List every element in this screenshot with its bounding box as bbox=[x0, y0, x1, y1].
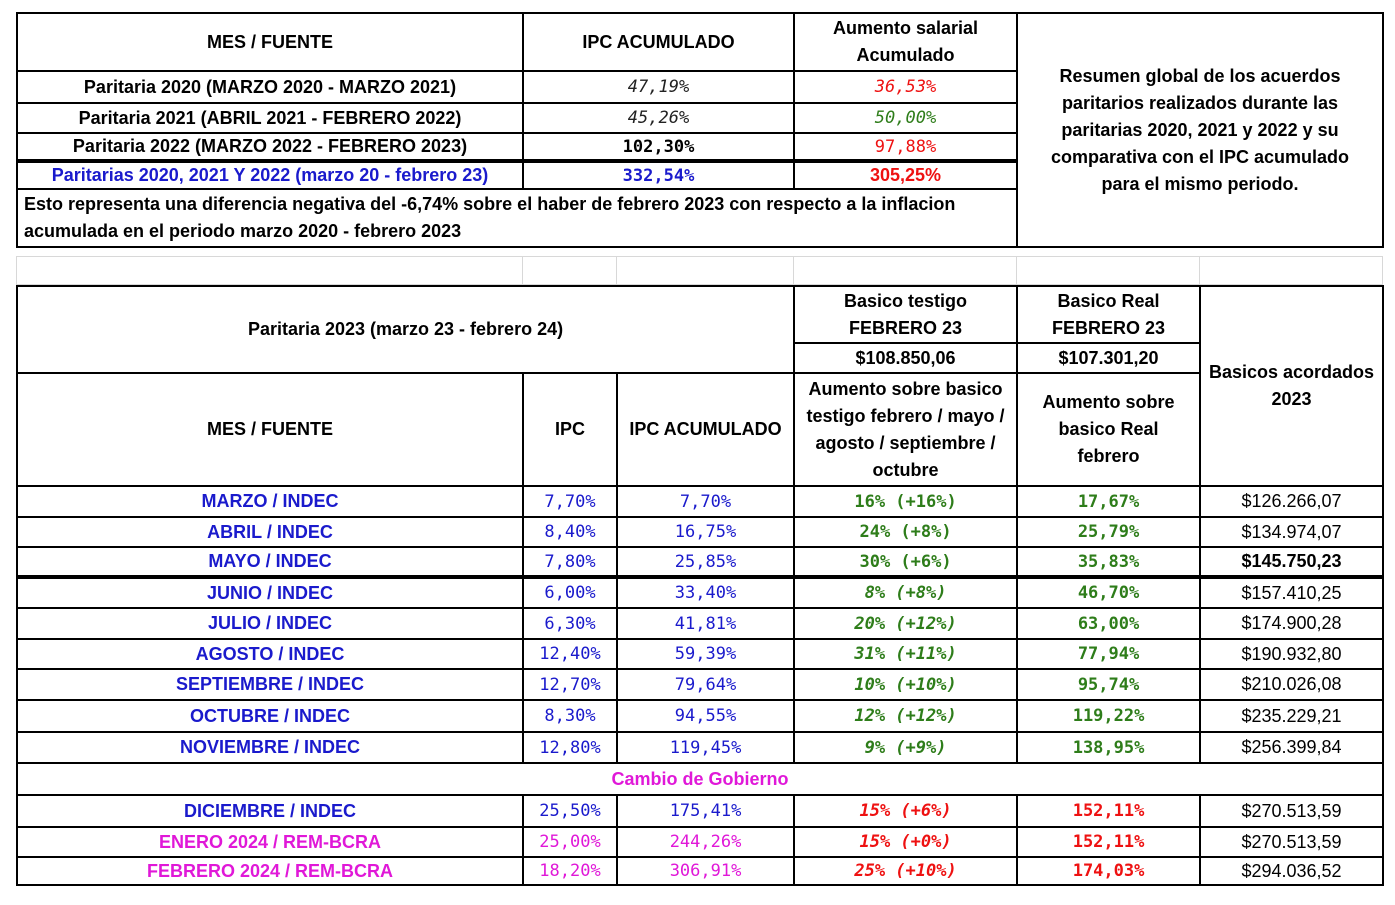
month-basico: $174.900,28 bbox=[1200, 608, 1383, 639]
month-aumento-testigo: 10% (+10%) bbox=[794, 669, 1017, 700]
month-label: JUNIO / INDEC bbox=[17, 577, 523, 608]
month-aumento-testigo: 15% (+0%) bbox=[794, 827, 1017, 857]
month-aumento-testigo: 9% (+9%) bbox=[794, 732, 1017, 763]
month-basico: $157.410,25 bbox=[1200, 577, 1383, 608]
basico-real-header: Basico Real FEBRERO 23 bbox=[1017, 286, 1200, 343]
month-ipc-acumulado: 41,81% bbox=[617, 608, 794, 639]
spacer-cell bbox=[794, 257, 1017, 285]
month-aumento-real: 25,79% bbox=[1017, 517, 1200, 547]
month-ipc-acumulado: 94,55% bbox=[617, 700, 794, 732]
month-ipc: 18,20% bbox=[523, 857, 617, 885]
month-aumento-real: 138,95% bbox=[1017, 732, 1200, 763]
month-aumento-testigo: 24% (+8%) bbox=[794, 517, 1017, 547]
month-ipc: 25,50% bbox=[523, 795, 617, 827]
month-label: MARZO / INDEC bbox=[17, 486, 523, 517]
month-basico: $134.974,07 bbox=[1200, 517, 1383, 547]
month-label: ENERO 2024 / REM-BCRA bbox=[17, 827, 523, 857]
month-ipc: 12,70% bbox=[523, 669, 617, 700]
month-ipc-acumulado: 306,91% bbox=[617, 857, 794, 885]
detail-header-aumento-real: Aumento sobre basico Real febrero bbox=[1017, 373, 1200, 486]
month-label: SEPTIEMBRE / INDEC bbox=[17, 669, 523, 700]
month-ipc: 25,00% bbox=[523, 827, 617, 857]
month-basico: $210.026,08 bbox=[1200, 669, 1383, 700]
month-basico: $270.513,59 bbox=[1200, 795, 1383, 827]
month-aumento-testigo: 20% (+12%) bbox=[794, 608, 1017, 639]
summary-row-ipc: 45,26% bbox=[523, 103, 794, 133]
month-ipc: 8,40% bbox=[523, 517, 617, 547]
month-basico: $256.399,84 bbox=[1200, 732, 1383, 763]
month-aumento-real: 119,22% bbox=[1017, 700, 1200, 732]
month-aumento-real: 17,67% bbox=[1017, 486, 1200, 517]
spacer-cell bbox=[617, 257, 794, 285]
summary-total-aumento: 305,25% bbox=[794, 161, 1017, 189]
month-aumento-testigo: 8% (+8%) bbox=[794, 577, 1017, 608]
month-aumento-real: 77,94% bbox=[1017, 639, 1200, 669]
summary-side-text: Resumen global de los acuerdos paritarios realizados durante las paritarias 2020, 2021 y 2022 y su comparativa con el IPC acumulado para el mismo periodo. bbox=[1017, 13, 1383, 247]
month-label: ABRIL / INDEC bbox=[17, 517, 523, 547]
month-label: JULIO / INDEC bbox=[17, 608, 523, 639]
summary-row-aumento: 36,53% bbox=[794, 71, 1017, 103]
month-aumento-real: 152,11% bbox=[1017, 795, 1200, 827]
spacer-row bbox=[16, 256, 1383, 285]
month-ipc-acumulado: 16,75% bbox=[617, 517, 794, 547]
detail-title: Paritaria 2023 (marzo 23 - febrero 24) bbox=[17, 286, 794, 373]
month-ipc-acumulado: 244,26% bbox=[617, 827, 794, 857]
summary-row-aumento: 97,88% bbox=[794, 133, 1017, 161]
month-ipc: 12,80% bbox=[523, 732, 617, 763]
month-aumento-real: 152,11% bbox=[1017, 827, 1200, 857]
spacer-cell bbox=[17, 257, 523, 285]
summary-total-label: Paritarias 2020, 2021 Y 2022 (marzo 20 - febrero 23) bbox=[17, 161, 523, 189]
cambio-de-gobierno: Cambio de Gobierno bbox=[17, 763, 1383, 795]
month-basico: $235.229,21 bbox=[1200, 700, 1383, 732]
spacer-cell bbox=[1200, 257, 1383, 285]
month-aumento-real: 46,70% bbox=[1017, 577, 1200, 608]
summary-row-label: Paritaria 2020 (MARZO 2020 - MARZO 2021) bbox=[17, 71, 523, 103]
summary-header-ipc-acumulado: IPC ACUMULADO bbox=[523, 13, 794, 71]
detail-header-aumento-testigo: Aumento sobre basico testigo febrero / mayo / agosto / septiembre / octubre bbox=[794, 373, 1017, 486]
summary-table bbox=[16, 12, 1384, 248]
month-basico: $145.750,23 bbox=[1200, 547, 1383, 577]
detail-header-mes-fuente: MES / FUENTE bbox=[17, 373, 523, 486]
month-aumento-testigo: 25% (+10%) bbox=[794, 857, 1017, 885]
basico-testigo-header: Basico testigo FEBRERO 23 bbox=[794, 286, 1017, 343]
summary-header-aumento: Aumento salarial Acumulado bbox=[794, 13, 1017, 71]
month-label: DICIEMBRE / INDEC bbox=[17, 795, 523, 827]
month-label: AGOSTO / INDEC bbox=[17, 639, 523, 669]
month-basico: $126.266,07 bbox=[1200, 486, 1383, 517]
month-ipc-acumulado: 119,45% bbox=[617, 732, 794, 763]
month-ipc: 6,30% bbox=[523, 608, 617, 639]
month-ipc-acumulado: 175,41% bbox=[617, 795, 794, 827]
month-aumento-testigo: 12% (+12%) bbox=[794, 700, 1017, 732]
month-aumento-real: 174,03% bbox=[1017, 857, 1200, 885]
month-ipc-acumulado: 79,64% bbox=[617, 669, 794, 700]
month-basico: $190.932,80 bbox=[1200, 639, 1383, 669]
month-aumento-real: 35,83% bbox=[1017, 547, 1200, 577]
month-ipc-acumulado: 7,70% bbox=[617, 486, 794, 517]
month-label: OCTUBRE / INDEC bbox=[17, 700, 523, 732]
month-basico: $294.036,52 bbox=[1200, 857, 1383, 885]
summary-row-ipc: 102,30% bbox=[523, 133, 794, 161]
month-ipc: 7,70% bbox=[523, 486, 617, 517]
basicos-acordados-header: Basicos acordados 2023 bbox=[1200, 286, 1383, 486]
month-basico: $270.513,59 bbox=[1200, 827, 1383, 857]
summary-note: Esto representa una diferencia negativa del -6,74% sobre el haber de febrero 2023 con respecto a la inflacion acumulada en el periodo marzo 2020 - febrero 2023 bbox=[17, 189, 1017, 247]
month-aumento-real: 63,00% bbox=[1017, 608, 1200, 639]
month-aumento-testigo: 31% (+11%) bbox=[794, 639, 1017, 669]
month-ipc: 6,00% bbox=[523, 577, 617, 608]
summary-header-mes-fuente: MES / FUENTE bbox=[17, 13, 523, 71]
summary-row-aumento: 50,00% bbox=[794, 103, 1017, 133]
month-label: FEBRERO 2024 / REM-BCRA bbox=[17, 857, 523, 885]
summary-row-label: Paritaria 2022 (MARZO 2022 - FEBRERO 2023) bbox=[17, 133, 523, 161]
month-aumento-testigo: 15% (+6%) bbox=[794, 795, 1017, 827]
basico-testigo-value: $108.850,06 bbox=[794, 343, 1017, 373]
spacer-cell bbox=[523, 257, 617, 285]
month-ipc: 8,30% bbox=[523, 700, 617, 732]
month-ipc-acumulado: 33,40% bbox=[617, 577, 794, 608]
month-ipc-acumulado: 59,39% bbox=[617, 639, 794, 669]
summary-row-ipc: 47,19% bbox=[523, 71, 794, 103]
summary-total-ipc: 332,54% bbox=[523, 161, 794, 189]
month-ipc: 12,40% bbox=[523, 639, 617, 669]
spacer-cell bbox=[1017, 257, 1200, 285]
month-ipc-acumulado: 25,85% bbox=[617, 547, 794, 577]
detail-table bbox=[16, 285, 1384, 886]
month-label: NOVIEMBRE / INDEC bbox=[17, 732, 523, 763]
detail-header-ipc: IPC bbox=[523, 373, 617, 486]
month-aumento-testigo: 30% (+6%) bbox=[794, 547, 1017, 577]
month-aumento-real: 95,74% bbox=[1017, 669, 1200, 700]
detail-header-ipc-acumulado: IPC ACUMULADO bbox=[617, 373, 794, 486]
summary-row-label: Paritaria 2021 (ABRIL 2021 - FEBRERO 2022) bbox=[17, 103, 523, 133]
month-ipc: 7,80% bbox=[523, 547, 617, 577]
month-aumento-testigo: 16% (+16%) bbox=[794, 486, 1017, 517]
month-label: MAYO / INDEC bbox=[17, 547, 523, 577]
basico-real-value: $107.301,20 bbox=[1017, 343, 1200, 373]
